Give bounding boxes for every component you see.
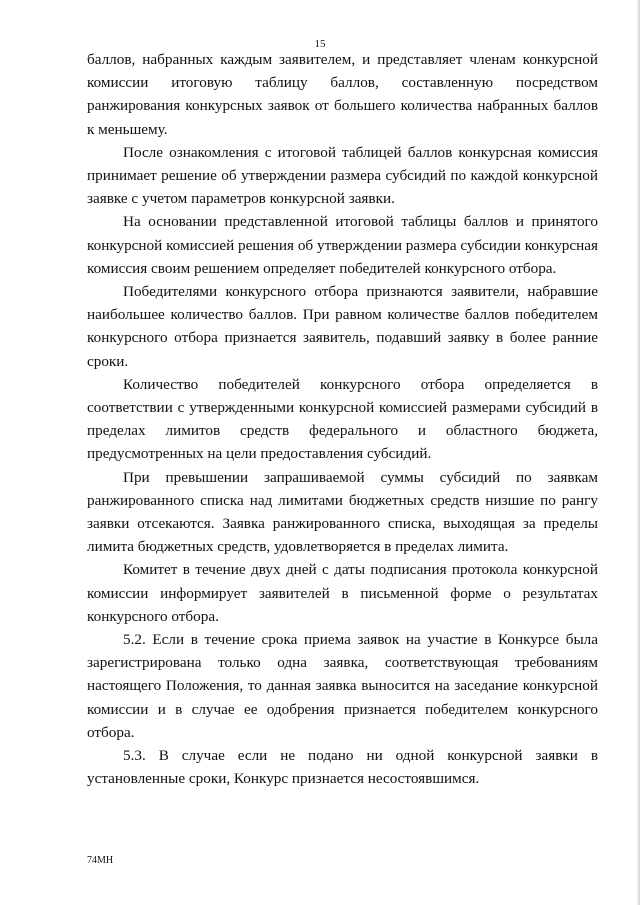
paragraph-winners-determination: На основании представленной итоговой таблицы баллов и принятого конкурсной комиссией решения об утверждении размера субсидии конкурсная комиссия своим решением определяет победителей конкурсного отбора. bbox=[87, 213, 598, 277]
paragraph-limit-excess: При превышении запрашиваемой суммы субсидий по заявкам ранжированного списка над лимитами бюджетных средств низшие по рангу заявки отсекаются. Заявка ранжированного списка, выходящая за пределы лимита бюджетных средств, удовлетворяется в пределах лимита. bbox=[87, 468, 598, 556]
footer-code: 74МН bbox=[87, 855, 114, 866]
paragraph-notification: Комитет в течение двух дней с даты подписания протокола конкурсной комиссии информирует заявителей в письменной форме о результатах конкурсного отбора. bbox=[87, 561, 598, 625]
paragraph-continuation: баллов, набранных каждым заявителем, и представляет членам конкурсной комиссии итоговую таблицу баллов, составленную посредством ранжирования конкурсных заявок от большего количества набранных баллов к меньшему. bbox=[87, 51, 598, 138]
page-number: 15 bbox=[314, 38, 326, 50]
paragraph-section-5-2: 5.2. Если в течение срока приема заявок на участие в Конкурсе была зарегистрирована только одна заявка, соответствующая требованиям настоящего Положения, то данная заявка выносится на заседание конкурсной комиссии и в случае ее одобрения признается победителем конкурсного отбора. bbox=[87, 631, 598, 741]
paragraph-winners-criteria: Победителями конкурсного отбора признаются заявители, набравшие наибольшее количество баллов. При равном количестве баллов победителем конкурсного отбора признается заявитель, подавший заявку в более ранние сроки. bbox=[87, 283, 598, 370]
paragraph-winners-count: Количество победителей конкурсного отбора определяется в соответствии с утвержденными конкурсной комиссией размерами субсидий в пределах лимитов средств федерального и областного бюджета, предусмотренных на цели предоставления субсидий. bbox=[87, 375, 598, 463]
paragraph-commission-decision: После ознакомления с итоговой таблицей баллов конкурсная комиссия принимает решение об утверждении размера субсидий по каждой конкурсной заявке с учетом параметров конкурсной заявки. bbox=[87, 143, 598, 208]
document-body bbox=[87, 48, 598, 791]
paragraph-section-5-3: 5.3. В случае если не подано ни одной конкурсной заявки в установленные сроки, Конкурс признается несостоявшимся. bbox=[87, 747, 598, 788]
